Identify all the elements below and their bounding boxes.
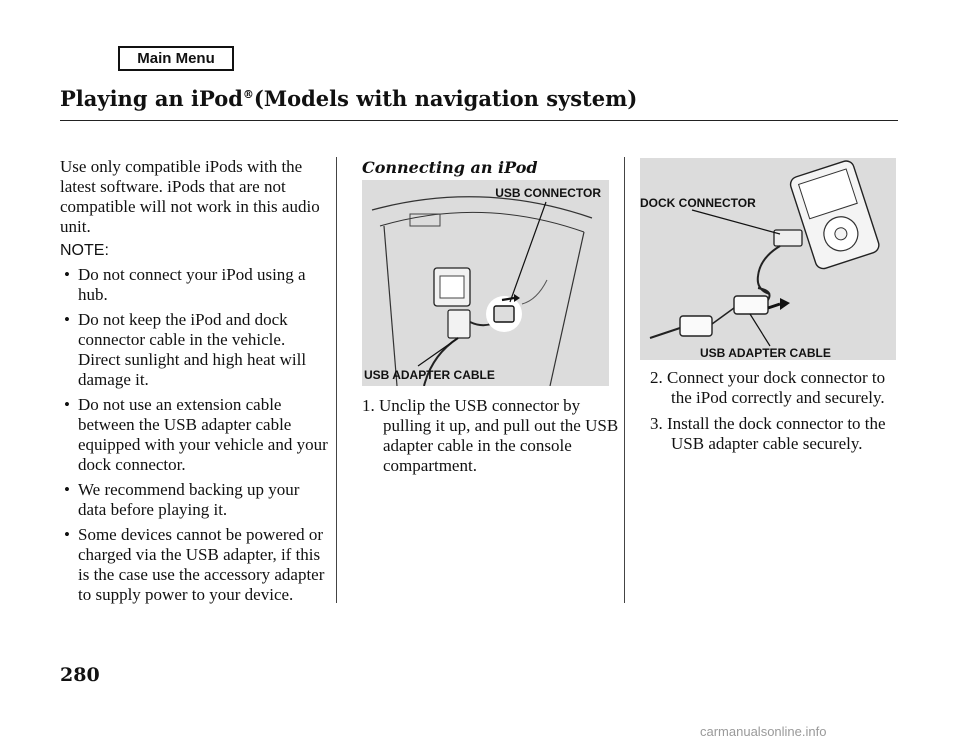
callout-usb-adapter-cable: USB ADAPTER CABLE: [364, 368, 495, 382]
step-number: 3.: [650, 414, 663, 433]
step-text-continued: pulling it up, and pull out the USB adapter cable in the console compartment.: [383, 416, 619, 475]
note-label: NOTE:: [60, 242, 109, 259]
registered-mark: ®: [242, 88, 254, 101]
step-text-continued: the iPod correctly and securely.: [671, 388, 885, 407]
step-3: [650, 414, 910, 454]
page-number: 280: [60, 664, 100, 686]
column-divider-right: [624, 157, 625, 603]
step-text: Unclip the USB connector by: [379, 396, 581, 415]
step-number: 1.: [362, 396, 375, 415]
section-heading: Connecting an iPod: [362, 158, 538, 177]
step-text-continued: USB adapter cable securely.: [671, 434, 863, 453]
watermark: carmanualsonline.info: [700, 724, 827, 739]
step-number: 2.: [650, 368, 663, 387]
page-title: [60, 86, 637, 111]
column-divider-left: [336, 157, 337, 603]
list-item: • We recommend backing up your data before playing it.: [60, 480, 330, 520]
ipod-drawing: [640, 158, 896, 360]
callout-usb-connector: USB CONNECTOR: [495, 186, 601, 200]
callout-dock-connector: DOCK CONNECTOR: [640, 196, 756, 210]
step-1: [362, 396, 622, 476]
title-rule: [60, 120, 898, 121]
console-drawing: [362, 180, 609, 386]
step-text: Install the dock connector to the: [667, 414, 886, 433]
main-menu-button[interactable]: Main Menu: [118, 46, 234, 71]
list-item: • Do not use an extension cable between the USB adapter cable equipped with your vehicle and your dock connector.: [60, 395, 330, 475]
list-item: • Do not keep the iPod and dock connector cable in the vehicle. Direct sunlight and high heat will damage it.: [60, 310, 330, 390]
page-title-text: Playing an iPod: [60, 86, 243, 111]
list-item: • Some devices cannot be powered or charged via the USB adapter, if this is the case use the accessory adapter to supply power to your device.: [60, 525, 330, 605]
list-item: • Do not connect your iPod using a hub.: [60, 265, 330, 305]
intro-paragraph: Use only compatible iPods with the latest software. iPods that are not compatible will not work in this audio unit.: [60, 157, 320, 236]
callout-usb-adapter-cable-right: USB ADAPTER CABLE: [700, 346, 831, 360]
ipod-dock-illustration: [640, 158, 896, 360]
step-2: [650, 368, 910, 408]
step-text: Connect your dock connector to: [667, 368, 886, 387]
page-title-suffix: (Models with navigation system): [253, 86, 638, 111]
note-list: [60, 265, 330, 605]
left-column: [60, 157, 330, 610]
console-usb-illustration: [362, 180, 609, 386]
